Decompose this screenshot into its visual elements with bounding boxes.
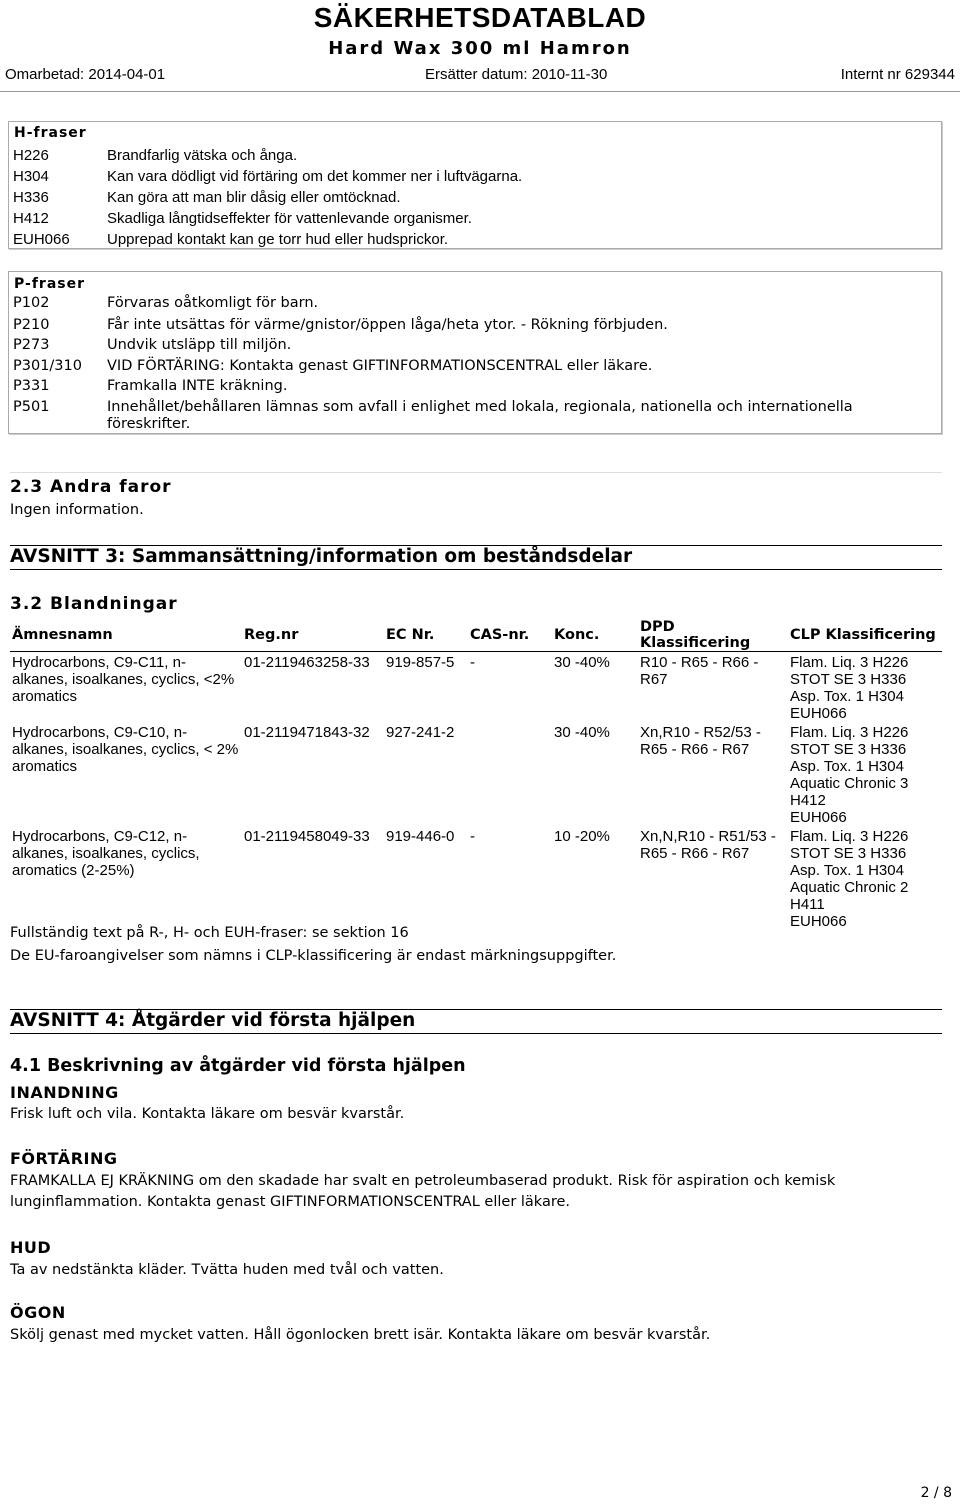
clp-line: Aquatic Chronic 3	[790, 775, 909, 792]
clp-line: EUH066	[790, 705, 847, 722]
h-phrase-code: H336	[13, 189, 49, 206]
clp-line: Asp. Tox. 1 H304	[790, 758, 904, 775]
ingestion-text: FRAMKALLA EJ KRÄKNING om den skadade har svalt en petroleumbaserad produkt. Risk för aspiration och kemisk lunginflammation. Kontakta genast GIFTINFORMATIONSCENTRAL eller läkare.	[10, 1173, 836, 1210]
clp-classification	[788, 722, 942, 826]
h-phrase-code: H226	[13, 147, 49, 164]
concentration: 30 -40%	[554, 724, 610, 741]
divider	[10, 472, 942, 473]
p-phrase-text: Framkalla INTE kräkning.	[107, 378, 288, 394]
eyes-heading: ÖGON	[10, 1303, 66, 1322]
h-phrase-code: H412	[13, 210, 49, 227]
clp-line: H412	[790, 792, 826, 809]
h-phrases-box	[8, 121, 942, 249]
inhalation-heading: INANDNING	[10, 1083, 119, 1102]
section-3-heading: AVSNITT 3: Sammansättning/information om beståndsdelar	[10, 546, 942, 570]
document-title: SÄKERHETSDATABLAD	[313, 2, 647, 33]
header-meta	[5, 66, 955, 88]
section-2-3-heading: 2.3 Andra faror	[10, 477, 172, 497]
table-row	[10, 826, 942, 930]
column-header: Reg.nr	[242, 619, 384, 652]
h-phrase-code: EUH066	[13, 231, 70, 248]
product-name: Hard Wax 300 ml Hamron	[328, 38, 632, 59]
column-header: EC Nr.	[384, 619, 468, 652]
p-phrase-text: Undvik utsläpp till miljön.	[107, 337, 292, 353]
section-2-3-text: Ingen information.	[10, 502, 144, 518]
skin-text: Ta av nedstänkta kläder. Tvätta huden med tvål och vatten.	[10, 1262, 444, 1278]
p-phrase-text: Innehållet/behållaren lämnas som avfall i enlighet med lokala, regionala, nationella och internationella föreskrifter.	[107, 399, 853, 432]
header-divider	[0, 91, 960, 92]
clp-note: De EU-faroangivelser som nämns i CLP-klassificering är endast märkningsuppgifter.	[10, 948, 617, 964]
p-phrase-code: P273	[13, 337, 50, 353]
dpd-classification: Xn,R10 - R52/53 - R65 - R66 - R67	[640, 724, 761, 758]
clp-line: EUH066	[790, 809, 847, 826]
dpd-classification: R10 - R65 - R66 - R67	[640, 654, 759, 688]
ec-number: 919-446-0	[386, 828, 455, 845]
column-header: CAS-nr.	[468, 619, 552, 652]
reg-number: 01-2119471843-32	[244, 724, 370, 741]
dpd-classification: Xn,N,R10 - R51/53 - R65 - R66 - R67	[640, 828, 776, 862]
p-phrases-title: P-fraser	[14, 276, 85, 292]
h-phrase-text: Upprepad kontakt kan ge torr hud eller hudsprickor.	[107, 231, 449, 248]
clp-line: Flam. Liq. 3 H226	[790, 654, 909, 671]
internal-number: Internt nr 629344	[840, 66, 955, 83]
p-phrase-text: Förvaras oåtkomligt för barn.	[107, 295, 319, 311]
p-phrase-code: P331	[13, 378, 50, 394]
cas-number: -	[470, 654, 475, 671]
p-phrase-code: P210	[13, 317, 50, 333]
concentration: 30 -40%	[554, 654, 610, 671]
clp-line: Flam. Liq. 3 H226	[790, 828, 909, 845]
cas-number: -	[470, 828, 475, 845]
concentration: 10 -20%	[554, 828, 610, 845]
substance-name: Hydrocarbons, C9-C12, n-alkanes, isoalkanes, cyclics, aromatics (2-25%)	[12, 828, 200, 879]
table-header-row	[10, 619, 942, 652]
h-phrase-text: Kan göra att man blir dåsig eller omtöcknad.	[107, 189, 401, 206]
clp-line: H411	[790, 896, 825, 913]
full-text-note: Fullständig text på R-, H- och EUH-fraser: se sektion 16	[10, 925, 409, 941]
h-phrase-text: Brandfarlig vätska och ånga.	[107, 147, 298, 164]
eyes-text: Skölj genast med mycket vatten. Håll ögonlocken brett isär. Kontakta läkare om besvär kvarstår.	[10, 1327, 711, 1343]
p-phrase-text: VID FÖRTÄRING: Kontakta genast GIFTINFORMATIONSCENTRAL eller läkare.	[107, 358, 653, 374]
section-4-1-heading: 4.1 Beskrivning av åtgärder vid första hjälpen	[10, 1056, 466, 1076]
p-phrase-code: P301/310	[13, 358, 82, 374]
clp-line: EUH066	[790, 913, 847, 930]
clp-line: STOT SE 3 H336	[790, 741, 907, 758]
p-phrase-text: Får inte utsättas för värme/gnistor/öppen låga/heta ytor. - Rökning förbjuden.	[107, 317, 668, 333]
substance-name: Hydrocarbons, C9-C11, n-alkanes, isoalkanes, cyclics, <2% aromatics	[12, 654, 235, 705]
clp-line: Asp. Tox. 1 H304	[790, 862, 904, 879]
table-row	[10, 722, 942, 826]
skin-heading: HUD	[10, 1238, 52, 1257]
cas-number	[468, 722, 552, 826]
clp-line: STOT SE 3 H336	[790, 845, 907, 862]
section-4-heading: AVSNITT 4: Åtgärder vid första hjälpen	[10, 1010, 942, 1034]
table-row	[10, 652, 942, 723]
section-3-2-heading: 3.2 Blandningar	[10, 594, 178, 614]
clp-line: STOT SE 3 H336	[790, 671, 907, 688]
h-phrase-text: Kan vara dödligt vid förtäring om det kommer ner i luftvägarna.	[107, 168, 523, 185]
h-phrase-text: Skadliga långtidseffekter för vattenlevande organismer.	[107, 210, 472, 227]
clp-classification	[788, 826, 942, 930]
p-phrase-code: P102	[13, 295, 50, 311]
replaces-date: Ersätter datum: 2010-11-30	[425, 66, 608, 83]
clp-line: Aquatic Chronic 2	[790, 879, 909, 896]
column-header: CLP Klassificering	[788, 619, 942, 652]
page-number: 2 / 8	[920, 1485, 952, 1501]
p-phrases-box	[8, 271, 942, 434]
column-header: Konc.	[552, 619, 638, 652]
revised-date: Omarbetad: 2014-04-01	[5, 66, 166, 83]
substance-name: Hydrocarbons, C9-C10, n-alkanes, isoalkanes, cyclics, < 2% aromatics	[12, 724, 239, 775]
h-phrase-code: H304	[13, 168, 49, 185]
mixture-table	[10, 619, 942, 930]
inhalation-text: Frisk luft och vila. Kontakta läkare om besvär kvarstår.	[10, 1106, 405, 1122]
clp-classification	[788, 652, 942, 723]
p-phrase-code: P501	[13, 399, 50, 415]
column-header: Ämnesnamn	[10, 619, 242, 652]
h-phrases-title: H-fraser	[14, 125, 87, 141]
ingestion-heading: FÖRTÄRING	[10, 1149, 118, 1168]
column-header: DPD Klassificering	[638, 619, 788, 652]
reg-number: 01-2119458049-33	[244, 828, 370, 845]
ec-number: 919-857-5	[386, 654, 455, 671]
clp-line: Flam. Liq. 3 H226	[790, 724, 909, 741]
ec-number: 927-241-2	[386, 724, 455, 741]
clp-line: Asp. Tox. 1 H304	[790, 688, 904, 705]
reg-number: 01-2119463258-33	[244, 654, 370, 671]
